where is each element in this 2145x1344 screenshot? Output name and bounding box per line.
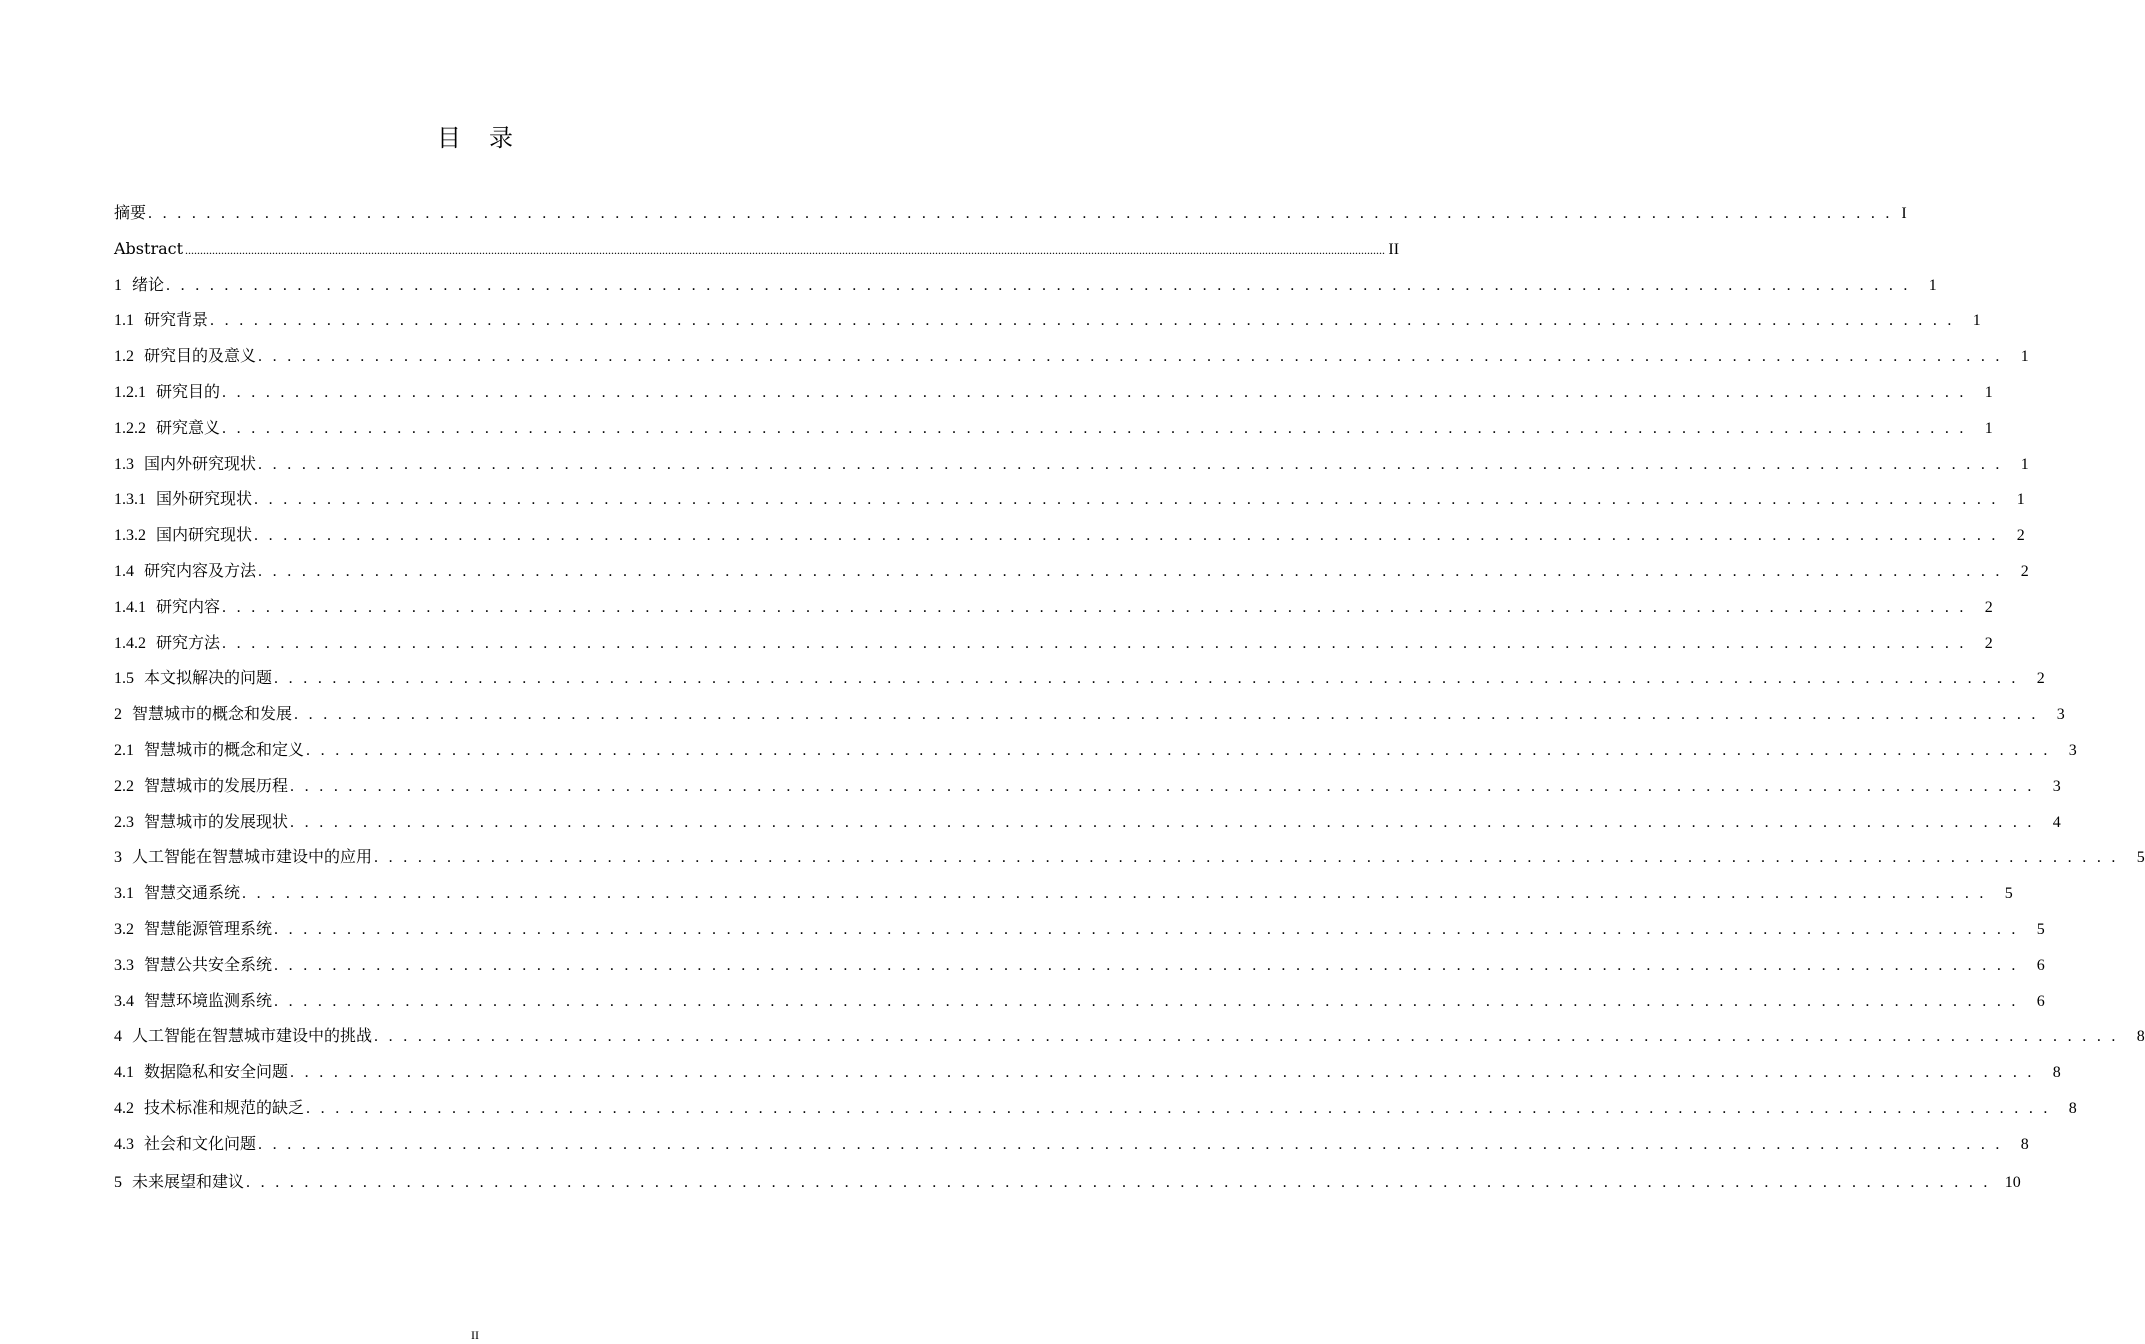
toc-entry-label: 社会和文化问题 xyxy=(144,1133,257,1153)
dot-leader: . . . . . . . . . . . . . . . . . . . . . . . . . . . . . . . . . . . . . . . . . . . . . . . . . . . . . . . . . . . . . . . . . . . . . . . . . . . . . . . . . . . . . . . . . . . . . . . . . . . . . . . . . . . . . . . . . . . . . . . . xyxy=(222,383,1967,401)
toc-entry[interactable] xyxy=(114,234,1400,270)
dot-leader: . . . . . . . . . . . . . . . . . . . . . . . . . . . . . . . . . . . . . . . . . . . . . . . . . . . . . . . . . . . . . . . . . . . . . . . . . . . . . . . . . . . . . . . . . . . . . . . . . . . . . . . . . . . . . . . . . . . . . . . . xyxy=(274,670,2019,688)
toc-entry-page: 5 xyxy=(2136,849,2145,867)
toc-entry-title xyxy=(114,1057,288,1088)
toc-entry-label: 人工智能在智慧城市建设中的挑战 xyxy=(132,1026,373,1046)
toc-entry[interactable] xyxy=(114,305,1981,341)
toc-entry-label: 智慧城市的发展历程 xyxy=(144,775,289,795)
toc-entry-page: 2 xyxy=(2016,527,2025,545)
dot-leader: . . . . . . . . . . . . . . . . . . . . . . . . . . . . . . . . . . . . . . . . . . . . . . . . . . . . . . . . . . . . . . . . . . . . . . . . . . . . . . . . . . . . . . . . . . . . . . . . . . . . . . . . . . . . . . . . . . . . . . . . xyxy=(222,634,1967,652)
toc-entry-page: 8 xyxy=(2020,1135,2029,1153)
toc-entry-label: 研究意义 xyxy=(156,417,221,437)
toc-entry-page: I xyxy=(1901,205,1907,222)
toc-entry-title xyxy=(114,914,272,945)
toc-entry-label: 智慧交通系统 xyxy=(144,883,241,903)
toc-entry-title xyxy=(114,305,208,336)
toc-entry[interactable] xyxy=(114,270,1937,306)
toc-entry-number: 3.4 xyxy=(114,992,134,1010)
toc-entry[interactable] xyxy=(114,807,2061,843)
toc-entry-page: 5 xyxy=(2036,920,2045,938)
toc-entry[interactable] xyxy=(114,878,2013,914)
toc-entry[interactable] xyxy=(114,914,2045,950)
toc-entry-title xyxy=(114,1167,244,1198)
dot-leader: . . . . . . . . . . . . . . . . . . . . . . . . . . . . . . . . . . . . . . . . . . . . . . . . . . . . . . . . . . . . . . . . . . . . . . . . . . . . . . . . . . . . . . . . . . . . . . . . . . . . . . . . . . . . . . . . . . . . . . . . xyxy=(306,1099,2051,1117)
toc-entry-label: 智慧环境监测系统 xyxy=(144,990,273,1010)
toc-entry-page: 1 xyxy=(1984,419,1993,437)
toc-entry[interactable] xyxy=(114,520,2025,556)
toc-entry[interactable] xyxy=(114,1057,2061,1093)
toc-entry-page: 8 xyxy=(2068,1099,2077,1117)
page-title: 目录 xyxy=(437,124,541,152)
toc-entry[interactable] xyxy=(114,663,2045,699)
dot-leader: . . . . . . . . . . . . . . . . . . . . . . . . . . . . . . . . . . . . . . . . . . . . . . . . . . . . . . . . . . . . . . . . . . . . . . . . . . . . . . . . . . . . . . . . . . . . . . . . . . . . . . . . . . . . . . . . . . . . . . . . xyxy=(210,312,1955,330)
toc-entry-title xyxy=(114,484,252,515)
toc-entry[interactable] xyxy=(114,699,2065,735)
toc-entry[interactable] xyxy=(114,1129,2029,1165)
dot-leader: . . . . . . . . . . . . . . . . . . . . . . . . . . . . . . . . . . . . . . . . . . . . . . . . . . . . . . . . . . . . . . . . . . . . . . . . . . . . . . . . . . . . . . . . . . . . . . . . . . . . . . . . . . . . . . . . . . . . . . . . xyxy=(254,527,1999,545)
toc-entry-label: 研究背景 xyxy=(144,310,209,330)
toc-entry[interactable] xyxy=(114,484,2025,520)
dot-leader: . . . . . . . . . . . . . . . . . . . . . . . . . . . . . . . . . . . . . . . . . . . . . . . . . . . . . . . . . . . . . . . . . . . . . . . . . . . . . . . . . . . . . . . . . . . . . . . . . . . . . . . . . . . . . . . . . . . . . . . . xyxy=(222,419,1967,437)
toc-entry-page: 2 xyxy=(2020,562,2029,580)
dot-leader: . . . . . . . . . . . . . . . . . . . . . . . . . . . . . . . . . . . . . . . . . . . . . . . . . . . . . . . . . . . . . . . . . . . . . . . . . . . . . . . . . . . . . . . . . . . . . . . . . . . . . . . . . . . . . . . . . . . . . . . . xyxy=(290,813,2035,831)
toc-entry-title xyxy=(114,198,146,228)
toc-entry-title xyxy=(114,699,292,730)
toc-entry-label: 研究目的及意义 xyxy=(144,346,257,366)
toc-entry-label: 研究方法 xyxy=(156,632,221,652)
toc-entry-number: 1 xyxy=(114,276,122,294)
dot-leader: . . . . . . . . . . . . . . . . . . . . . . . . . . . . . . . . . . . . . . . . . . . . . . . . . . . . . . . . . . . . . . . . . . . . . . . . . . . . . . . . . . . . . . . . . . . . . . . . . . . . . . . . . . . . . . . . . . . . . . . . xyxy=(274,992,2019,1010)
toc-entry-number: 4.2 xyxy=(114,1099,134,1117)
toc-entry[interactable] xyxy=(114,628,1993,664)
toc-entry-number: 1.4 xyxy=(114,562,134,580)
toc-entry-title xyxy=(114,986,272,1017)
toc-entry-page: 2 xyxy=(2036,670,2045,688)
table-of-contents xyxy=(114,198,2145,1207)
dot-leader: . . . . . . . . . . . . . . . . . . . . . . . . . . . . . . . . . . . . . . . . . . . . . . . . . . . . . . . . . . . . . . . . . . . . . . . . . . . . . . . . . . . . . . . . . . . . . . . . . . . . . . . . . . . . . . . . . . . . . . . . xyxy=(274,920,2019,938)
toc-entry[interactable] xyxy=(114,1167,2021,1207)
toc-entry-title xyxy=(114,413,220,444)
toc-entry-number: 3.2 xyxy=(114,920,134,938)
dot-leader: . . . . . . . . . . . . . . . . . . . . . . . . . . . . . . . . . . . . . . . . . . . . . . . . . . . . . . . . . . . . . . . . . . . . . . . . . . . . . . . . . . . . . . . . . . . . . . . . . . . . . . . . . . . . . . . . . . . . . . . . xyxy=(290,777,2035,795)
toc-entry-title xyxy=(114,556,256,587)
toc-entry-title xyxy=(114,234,183,264)
toc-entry-label: 国内外研究现状 xyxy=(144,453,257,473)
toc-entry-number: 1.2.2 xyxy=(114,419,146,437)
toc-entry-label: 智慧城市的发展现状 xyxy=(144,811,289,831)
toc-entry-page: 2 xyxy=(1984,634,1993,652)
toc-entry[interactable] xyxy=(114,413,1993,449)
toc-entry-title xyxy=(114,878,240,909)
toc-entry-number: 3.3 xyxy=(114,956,134,974)
toc-entry-label: 研究内容 xyxy=(156,596,221,616)
dot-leader: . . . . . . . . . . . . . . . . . . . . . . . . . . . . . . . . . . . . . . . . . . . . . . . . . . . . . . . . . . . . . . . . . . . . . . . . . . . . . . . . . . . . . . . . . . . . . . . . . . . . . . . . . . . . . . . . . . . . . . . . xyxy=(374,1028,2119,1046)
toc-entry-title xyxy=(114,592,220,623)
toc-entry-page: 6 xyxy=(2036,992,2045,1010)
toc-entry-label: 技术标准和规范的缺乏 xyxy=(144,1097,305,1117)
dot-leader: . . . . . . . . . . . . . . . . . . . . . . . . . . . . . . . . . . . . . . . . . . . . . . . . . . . . . . . . . . . . . . . . . . . . . . . . . . . . . . . . . . . . . . . . . . . . . . . . . . . . . . . . . . . . . . . . . . . . . . . . xyxy=(254,491,1999,509)
toc-entry-label: 未来展望和建议 xyxy=(132,1171,245,1191)
toc-entry-label: 人工智能在智慧城市建设中的应用 xyxy=(132,847,373,867)
toc-entry-page: 1 xyxy=(2020,348,2029,366)
toc-entry[interactable] xyxy=(114,1021,2145,1057)
toc-entry-label: 研究内容及方法 xyxy=(144,560,257,580)
toc-entry-title xyxy=(114,735,304,766)
toc-entry-title xyxy=(114,1129,256,1160)
toc-entry-number: 5 xyxy=(114,1173,122,1191)
toc-entry-number: 1.2 xyxy=(114,348,134,366)
toc-entry-label: 智慧公共安全系统 xyxy=(144,954,273,974)
toc-entry-label: 数据隐私和安全问题 xyxy=(144,1062,289,1082)
toc-entry-page: 2 xyxy=(1984,598,1993,616)
toc-entry-title xyxy=(114,377,220,408)
toc-entry-label: 本文拟解决的问题 xyxy=(144,668,273,688)
toc-entry-page: 1 xyxy=(2020,455,2029,473)
toc-entry-page: 3 xyxy=(2056,706,2065,724)
toc-entry[interactable] xyxy=(114,950,2045,986)
toc-entry-page: 8 xyxy=(2136,1028,2145,1046)
toc-entry-page: 6 xyxy=(2036,956,2045,974)
toc-entry-number: 2.1 xyxy=(114,741,134,759)
toc-entry-label: 研究目的 xyxy=(156,381,221,401)
toc-entry[interactable] xyxy=(114,735,2077,771)
dot-leader: . . . . . . . . . . . . . . . . . . . . . . . . . . . . . . . . . . . . . . . . . . . . . . . . . . . . . . . . . . . . . . . . . . . . . . . . . . . . . . . . . . . . . . . . . . . . . . . . . . . . . . . . . . . . . . . . . . . . . . . . xyxy=(306,741,2051,759)
toc-entry-number: 3.1 xyxy=(114,885,134,903)
toc-entry[interactable] xyxy=(114,771,2061,807)
dot-leader: . . . . . . . . . . . . . . . . . . . . . . . . . . . . . . . . . . . . . . . . . . . . . . . . . . . . . . . . . . . . . . . . . . . . . . . . . . . . . . . . . . . . . . . . . . . . . . . . . . . . . . . . . . . . . . . . . . . . . . . . xyxy=(166,276,1911,294)
toc-entry-title xyxy=(114,663,272,694)
toc-entry-number: 4 xyxy=(114,1028,122,1046)
toc-entry-label: 摘要 xyxy=(114,203,147,222)
dot-leader: . . . . . . . . . . . . . . . . . . . . . . . . . . . . . . . . . . . . . . . . . . . . . . . . . . . . . . . . . . . . . . . . . . . . . . . . . . . . . . . . . . . . . . . . . . . . . . . . . . . . . . . . . . . . . . . . . . . . . . . . xyxy=(258,1135,2003,1153)
dot-leader: . . . . . . . . . . . . . . . . . . . . . . . . . . . . . . . . . . . . . . . . . . . . . . . . . . . . . . . . . . . . . . . . . . . . . . . . . . . . . . . . . . . . . . . . . . . . . . . . . . . . . . . . . . . . . . . . . . . . . . . . xyxy=(374,849,2119,867)
toc-entry-label: 智慧城市的概念和定义 xyxy=(144,739,305,759)
toc-entry-page: 3 xyxy=(2052,777,2061,795)
toc-entry-number: 1.1 xyxy=(114,312,134,330)
toc-entry-number: 2.3 xyxy=(114,813,134,831)
toc-entry-number: 1.3 xyxy=(114,455,134,473)
toc-entry-number: 3 xyxy=(114,849,122,867)
toc-entry[interactable] xyxy=(114,449,2029,485)
toc-entry-number: 1.2.1 xyxy=(114,383,146,401)
toc-entry-number: 1.4.1 xyxy=(114,598,146,616)
toc-entry-title xyxy=(114,520,252,551)
dot-leader: . . . . . . . . . . . . . . . . . . . . . . . . . . . . . . . . . . . . . . . . . . . . . . . . . . . . . . . . . . . . . . . . . . . . . . . . . . . . . . . . . . . . . . . . . . . . . . . . . . . . . . . . . . . . . . . . . . . . . . . . xyxy=(290,1064,2035,1082)
toc-entry-number: 1.3.2 xyxy=(114,527,146,545)
toc-entry[interactable] xyxy=(114,556,2029,592)
toc-entry-page: 1 xyxy=(2016,491,2025,509)
toc-entry[interactable] xyxy=(114,377,1993,413)
dot-leader: . . . . . . . . . . . . . . . . . . . . . . . . . . . . . . . . . . . . . . . . . . . . . . . . . . . . . . . . . . . . . . . . . . . . . . . . . . . . . . . . . . . . . . . . . . . . . . . . . . . . . . . . . . . . . . . . . . . . . . . . xyxy=(274,956,2019,974)
toc-entry[interactable] xyxy=(114,341,2029,377)
dot-leader: . . . . . . . . . . . . . . . . . . . . . . . . . . . . . . . . . . . . . . . . . . . . . . . . . . . . . . . . . . . . . . . . . . . . . . . . . . . . . . . . . . . . . . . . . . . . . . . . . . . . . . . . . . . . . . . . . . . . . . . . xyxy=(222,598,1967,616)
toc-entry-page: 5 xyxy=(2004,885,2013,903)
toc-entry-number: 2.2 xyxy=(114,777,134,795)
toc-entry-label: 国内研究现状 xyxy=(156,525,253,545)
toc-entry[interactable] xyxy=(114,986,2045,1022)
toc-entry-page: 4 xyxy=(2052,813,2061,831)
page-number-footer: II xyxy=(471,1328,479,1342)
toc-entry-label: 绪论 xyxy=(132,274,165,294)
toc-entry-number: 4.1 xyxy=(114,1064,134,1082)
toc-entry-title xyxy=(114,449,256,480)
dot-leader: . . . . . . . . . . . . . . . . . . . . . . . . . . . . . . . . . . . . . . . . . . . . . . . . . . . . . . . . . . . . . . . . . . . . . . . . . . . . . . . . . . . . . . . . . . . . . . . . . . . . . . . . . . . . . . . . . . . . . . . . xyxy=(258,455,2003,473)
dot-leader: . . . . . . . . . . . . . . . . . . . . . . . . . . . . . . . . . . . . . . . . . . . . . . . . . . . . . . . . . . . . . . . . . . . . . . . . . . . . . . . . . . . . . . . . . . . . . . . . . . . . . . . . . . . . . . . . . . . . . . . . xyxy=(148,205,1893,222)
toc-entry[interactable] xyxy=(114,198,1907,234)
toc-entry-title xyxy=(114,1093,304,1124)
dot-leader: . . . . . . . . . . . . . . . . . . . . . . . . . . . . . . . . . . . . . . . . . . . . . . . . . . . . . . . . . . . . . . . . . . . . . . . . . . . . . . . . . . . . . . . . . . . . . . . . . . . . . . . . . . . . . . . . . . . . . . . . xyxy=(258,562,2003,580)
toc-entry-page: II xyxy=(1388,240,1400,258)
toc-entry-title xyxy=(114,950,272,981)
dot-leader: . . . . . . . . . . . . . . . . . . . . . . . . . . . . . . . . . . . . . . . . . . . . . . . . . . . . . . . . . . . . . . . . . . . . . . . . . . . . . . . . . . . . . . . . . . . . . . . . . . . . . . . . . . . . . . . . . . . . . . . . xyxy=(246,1173,1991,1191)
dot-leader: . . . . . . . . . . . . . . . . . . . . . . . . . . . . . . . . . . . . . . . . . . . . . . . . . . . . . . . . . . . . . . . . . . . . . . . . . . . . . . . . . . . . . . . . . . . . . . . . . . . . . . . . . . . . . . . . . . . . . . . . xyxy=(258,348,2003,366)
toc-entry-number: 2 xyxy=(114,706,122,724)
dot-leader: . . . . . . . . . . . . . . . . . . . . . . . . . . . . . . . . . . . . . . . . . . . . . . . . . . . . . . . . . . . . . . . . . . . . . . . . . . . . . . . . . . . . . . . . . . . . . . . . . . . . . . . . . . . . . . . . . . . . . . . . xyxy=(294,706,2039,724)
toc-entry-number: 1.5 xyxy=(114,670,134,688)
toc-entry-number: 1.4.2 xyxy=(114,634,146,652)
toc-entry-page: 1 xyxy=(1984,383,1993,401)
dot-leader: ................................................................................................................................................................................................................................................................................................................................................................................................................ xyxy=(185,242,1386,257)
toc-entry-title xyxy=(114,270,164,301)
toc-entry-label: 智慧城市的概念和发展 xyxy=(132,704,293,724)
toc-entry-label: 国外研究现状 xyxy=(156,489,253,509)
toc-entry-title xyxy=(114,628,220,659)
toc-entry-title xyxy=(114,807,288,838)
toc-entry-number: 1.3.1 xyxy=(114,491,146,509)
toc-entry[interactable] xyxy=(114,842,2145,878)
toc-entry-title xyxy=(114,771,288,802)
toc-entry-label: Abstract xyxy=(114,238,184,258)
toc-entry-title xyxy=(114,341,256,372)
toc-entry-title xyxy=(114,842,372,873)
toc-entry-label: 智慧能源管理系统 xyxy=(144,918,273,938)
toc-entry-page: 1 xyxy=(1928,276,1937,294)
toc-entry-page: 8 xyxy=(2052,1064,2061,1082)
toc-entry-title xyxy=(114,1021,372,1052)
toc-entry-number: 4.3 xyxy=(114,1135,134,1153)
toc-entry-page: 1 xyxy=(1972,312,1981,330)
dot-leader: . . . . . . . . . . . . . . . . . . . . . . . . . . . . . . . . . . . . . . . . . . . . . . . . . . . . . . . . . . . . . . . . . . . . . . . . . . . . . . . . . . . . . . . . . . . . . . . . . . . . . . . . . . . . . . . . . . . . . . . . xyxy=(242,885,1987,903)
toc-entry-page: 3 xyxy=(2068,741,2077,759)
toc-entry[interactable] xyxy=(114,1093,2077,1129)
toc-entry[interactable] xyxy=(114,592,1993,628)
toc-entry-page: 10 xyxy=(2004,1173,2021,1191)
